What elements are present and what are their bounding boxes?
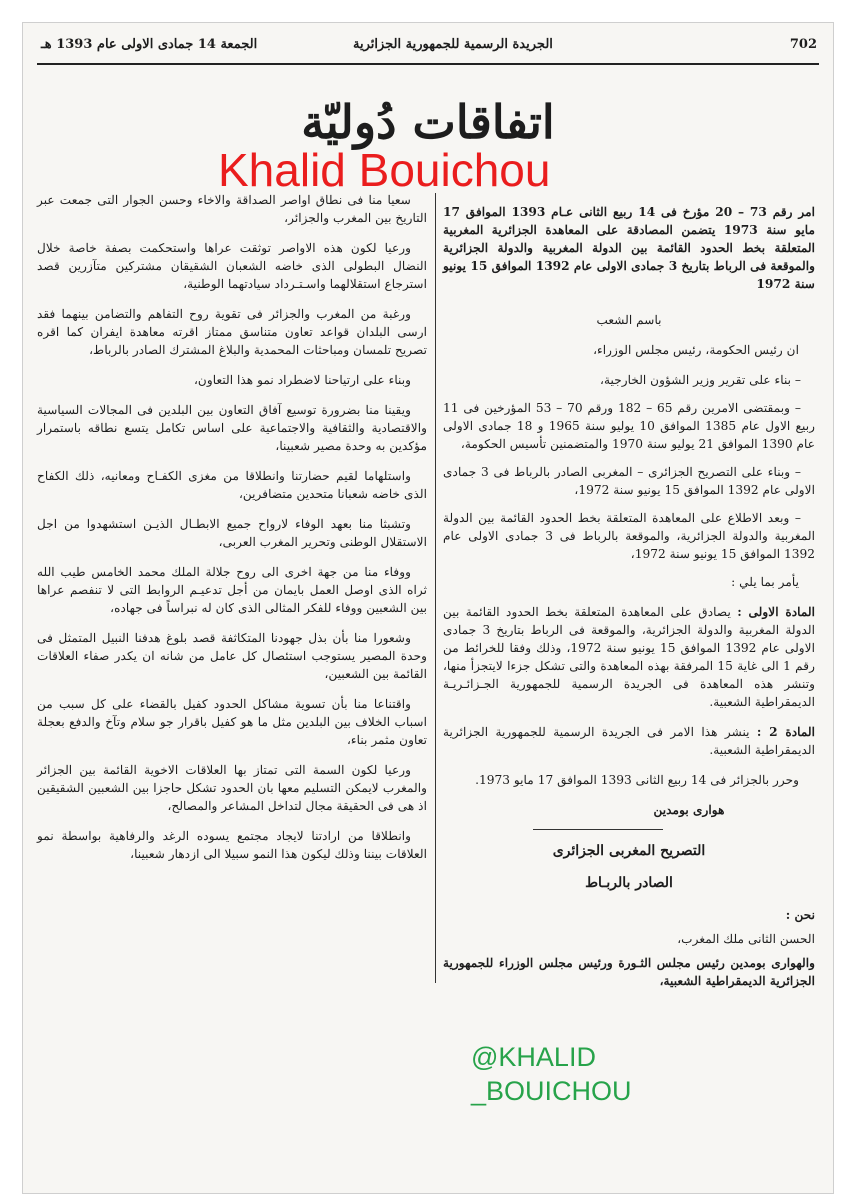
- page-number: 702: [789, 37, 817, 52]
- preamble-paragraph: ووفاء منا من جهة اخرى الى روح جلالة الملك محمد الخامس طيب الله ثراه الذى اوصل العمل بايمان من أجل تدعيـم الروابط التى لا تنفصم عراها بين الشعبين ووفاء للفكر المثالى الذى كان له نبراساً فى جهاده،: [37, 565, 427, 615]
- watermark-top: Khalid Bouichou: [218, 144, 551, 196]
- preamble-paragraph: واقتناعا منا بأن تسوية مشاكل الحدود كفيل بالقضاء على كل سبب من اسباب الخلاف بين البلدين مثل ما هو كفيل باقرار جو سلام وتآخ والدفع بعجلة تعاون مثمر بناء،: [37, 697, 427, 747]
- orders-line: يأمر بما يلي :: [731, 575, 799, 590]
- article-2-text: ينشر هذا الامر فى الجريدة الرسمية للجمهورية الجزائرية الديمقراطية الشعبية.: [443, 725, 815, 758]
- recital-3: – وبناء على التصريح الجزائرى – المغربى الصادر بالرباط فى 3 جمادى الاولى عام 1392 الموافق 15 يونيو سنة 1972،: [443, 465, 815, 498]
- separator-rule: [533, 829, 663, 830]
- preamble-paragraph: وانطلاقا من ارادتنا لايجاد مجتمع يسوده الرغد والرفاهية بواسطة نمو العلاقات بيننا وذلك ليكون هذا النمو سبيلا الى ازدهار شعبينا،: [37, 829, 427, 861]
- header-rule: [37, 63, 819, 65]
- boumediene-line: والهوارى بومدين رئيس مجلس الثـورة ورئيس مجلس الوزراء للجمهورية الجزائرية الديمقراطية الشعبية،: [443, 956, 815, 989]
- article-1: [443, 603, 815, 711]
- watermark-bottom: [471, 1041, 631, 1109]
- gazette-page: [22, 22, 834, 1194]
- in-name-of-people: باسم الشعب: [596, 313, 662, 328]
- preamble-paragraph: ورعيا لكون السمة التى تمتاز بها العلاقات الاخوية القائمة بين الجزائر والمغرب لايمكن التسليم معها بان الحدود تشكل حاجزا بين الشعبين الشقيقين اذ هى فى الحقيقة مجال لتداخل المشاعر والمصالح،: [37, 763, 427, 813]
- watermark-bottom-line-1: @KHALID: [471, 1042, 596, 1072]
- signature: هوارى بومدين: [653, 803, 725, 818]
- right-column: [443, 191, 815, 996]
- preamble-paragraph: ورعيا لكون هذه الاواصر توثقت عراها واستحكمت بصفة خاصة خلال النضال البطولى الذى خاضه الشعبان الشقيقان مشتركين متآزرين قصد استرجاع استقلالهما واسـتـرداد سيادتهما الوطنية،: [37, 241, 427, 291]
- watermark-bottom-line-2: _BOUICHOU: [471, 1075, 632, 1106]
- gazette-name: الجريدة الرسمية للجمهورية الجزائرية: [353, 37, 553, 52]
- we-line: نحن :: [785, 908, 815, 923]
- preamble-paragraph: وشعورا منا بأن بذل جهودنا المتكاثفة قصد بلوغ هدفنا النبيل المتمثل فى وحدة المصير يستوجب استئصال كل عامل من شانه ان يكدر صفاء العلاقات القائمة بين الشعبين،: [37, 631, 427, 681]
- article-2: [443, 723, 815, 759]
- page-title: اتفاقات دُوليّة: [301, 95, 555, 149]
- recital-1: – بناء على تقرير وزير الشؤون الخارجية،: [600, 373, 801, 388]
- preamble-paragraph: وبناء على ارتياحنا لاضطراد نمو هذا التعاون،: [193, 373, 411, 387]
- preamble-paragraph: ورغبة من المغرب والجزائر فى تقوية روح التفاهم والتضامن بينهما فقد ارسى البلدان قواعد تعاون متناسق ممتاز اقرته معاهدة ايفران كما اقره تصريح تلمسان ومباحثات المحمدية والبلاغ المشترك الصادر بالرباط،: [37, 307, 427, 357]
- preamble-paragraph: واستلهاما لقيم حضارتنا وانطلاقا من مغزى الكفـاح ومعانيه، ذلك الكفاح الذى خاضه شعبانا متحدين متضافرين،: [37, 469, 427, 501]
- declaration-title: التصريح المغربى الجزائرى: [552, 843, 706, 860]
- preamble-paragraph: ويقينا منا بضرورة توسيع آفاق التعاون بين البلدين فى المجالات السياسية والاقتصادية والثقافية والاجتماعية على اساس تكامل يتسع نطاقه باستمرار مؤكدين به وحدة مصير شعبينا،: [37, 403, 427, 453]
- issue-date: الجمعة 14 جمادى الاولى عام 1393 هـ: [41, 37, 258, 52]
- president-line: ان رئيس الحكومة، رئيس مجلس الوزراء،: [593, 343, 799, 358]
- left-column: [37, 191, 427, 875]
- order-title: امر رقم 73 – 20 مؤرخ فى 14 ربيع الثانى عـام 1393 الموافق 17 مايو سنة 1973 يتضمن المصادقة على المعاهدة الجزائرية المغربية المتعلقة بخط الحدود القائمة بين الدولة المغربية والدولة الجزائرية والموقعة فى الرباط بتاريخ 3 جمادى الاولى عام 1392 الموافق 15 يونيو سنة 1972: [443, 205, 815, 292]
- done-at: وحرر بالجزائر فى 14 ربيع الثانى 1393 الموافق 17 مايو 1973.: [475, 773, 799, 788]
- king-line: الحسن الثانى ملك المغرب،: [677, 932, 815, 947]
- recital-2: – وبمقتضى الامرين رقم 65 – 182 ورقم 70 – 53 المؤرخين فى 11 ربيع الاول عام 1385 الموافق 10 يوليو سنة 1965 و 18 جمادى الاولى عام 1390 الموافق 21 يوليو سنة 1970 والمتضمنين تأسيس الحكومة،: [443, 401, 815, 452]
- recital-4: – وبعد الاطلاع على المعاهدة المتعلقة بخط الحدود القائمة بين الدولة المغربية والدولة الجزائرية، والموقعة بالرباط فى 3 جمادى الاولى عام 1392 الموافق 15 يونيو سنة 1972،: [443, 511, 815, 562]
- article-1-text: يصادق على المعاهدة المتعلقة بخط الحدود القائمة بين الدولة المغربية والدولة الجزائرية، والموقعة فى الرباط بتاريخ 3 جمادى الاولى عام 1392 الموافق 15 يونيو سنة 1972، وذلك وفقا للخرائط من رقم 1 الى غاية 15 المرفقة بهذه المعاهدة والتى تشكل جزءا لايتجزأ منها، وتنشر هذه المعاهدة فى الجريدة الرسمية للجمهورية الجـزائـريـة الديمقراطية الشعبية.: [443, 605, 815, 710]
- declaration-subtitle: الصادر بالربـاط: [585, 875, 673, 892]
- article-2-label: المادة 2 :: [756, 725, 815, 740]
- preamble-paragraph: سعيا منا فى نطاق اواصر الصداقة والاخاء وحسن الجوار التى جمعت عبر التاريخ بين المغرب والجزائر،: [37, 193, 427, 225]
- article-1-label: المادة الاولى :: [737, 605, 816, 620]
- preamble-paragraph: وتشبثا منا بعهد الوفاء لارواح جميع الابطـال الذيـن استشهدوا من اجل الاستقلال الوطنى وتحرير المغرب العربى،: [37, 517, 427, 549]
- column-divider: [435, 193, 436, 983]
